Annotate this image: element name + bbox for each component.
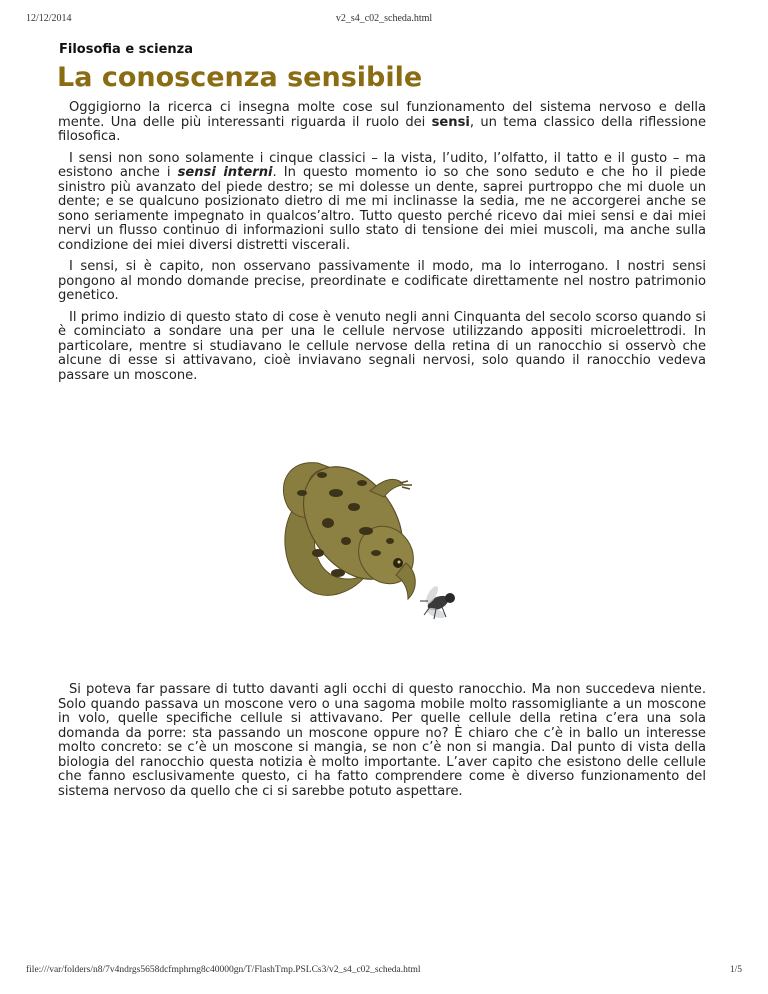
- frog-and-fly-figure: [258, 423, 510, 663]
- paragraph-2-text-end: . In questo momento io so che sono seduto e che ho il piede sinistro più avanzato del piede destro; se mi dolesse un dente, saprei purtroppo che mi duole un dente; e se qualcuno posizionato dietro di me mi inclinasse la sedia, me ne accorgerei anche se sono seriamente impegnato in qualcos’altro. Tutto questo perché ricevo dai miei sensi e dai miei nervi un flusso continuo di informazioni sullo stato di tensione dei miei muscoli, ma anche sulla condizione dei miei diversi distretti viscerali.: [58, 165, 706, 253]
- frog-fly-illustration: [258, 423, 510, 663]
- paragraph-1-text-end: , un tema classico della riflessione filosofica.: [58, 114, 706, 144]
- paragraph-2-text: I sensi non sono solamente i cinque classici – la vista, l’udito, l’olfatto, il tatto e il gusto – ma esistono anche i: [58, 150, 706, 180]
- page-number: 1/5: [729, 965, 742, 975]
- paragraph-1: [58, 101, 706, 145]
- paragraph-1-text: Oggigiorno la ricerca ci insegna molte cose sul funzionamento del sistema nervoso e della mente. Una delle più interessanti riguarda il ruolo dei: [58, 100, 706, 130]
- file-path: file:///var/folders/n8/7v4ndrgs5658dcfmphrng8c40000gn/T/FlashTmp.PSLCs3/v2_s4_c02_scheda.html: [26, 965, 421, 975]
- paragraph-3: I sensi, si è capito, non osservano passivamente il modo, ma lo interrogano. I nostri sensi pongono al mondo domande precise, preordinate e codificate direttamente nel nostro patrimonio genetico.: [58, 259, 706, 303]
- paragraph-2: [58, 152, 706, 254]
- section-label: Filosofia e scienza: [59, 42, 193, 57]
- article-body-bottom: [58, 683, 706, 806]
- frog-image: [283, 448, 424, 599]
- article-body-top: [58, 101, 706, 390]
- paragraph-4: Il primo indizio di questo stato di cose è venuto negli anni Cinquanta del secolo scorso quando si è cominciato a sondare una per una le cellule nervose utilizzando appositi microelettrodi. In particolare, mentre si studiavano le cellule nervose della retina di un ranocchio si osservò che alcune di esse si attivavano, cioè inviavano segnali nervosi, solo quando il ranocchio vedeva passare un moscone.: [58, 309, 706, 383]
- keyword-sensi: sensi: [431, 114, 470, 130]
- fly-image: [420, 584, 455, 620]
- print-filename: v2_s4_c02_scheda.html: [335, 13, 433, 24]
- keyword-sensi-interni: sensi interni: [177, 165, 273, 180]
- print-date: 12/12/2014: [26, 13, 72, 24]
- paragraph-5: Si poteva far passare di tutto davanti agli occhi di questo ranocchio. Ma non succedeva niente. Solo quando passava un moscone vero o una sagoma mobile molto rassomigliante a un moscone in volo, quelle specifiche cellule si attivavano. Per quelle cellule della retina c’era una sola domanda da porre: sta passando un moscone oppure no? È chiaro che c’è in ballo un interesse molto concreto: se c’è un moscone si mangia, se non c’è non si mangia. Dal punto di vista della biologia del ranocchio questa notizia è molto importante. L’aver capito che esistono delle cellule che fanno esclusivamente questo, ci ha fatto comprendere come è diverso funzionamento del sistema nervoso da quello che ci si sarebbe potuto aspettare.: [58, 682, 706, 799]
- page-title: La conoscenza sensibile: [57, 62, 423, 93]
